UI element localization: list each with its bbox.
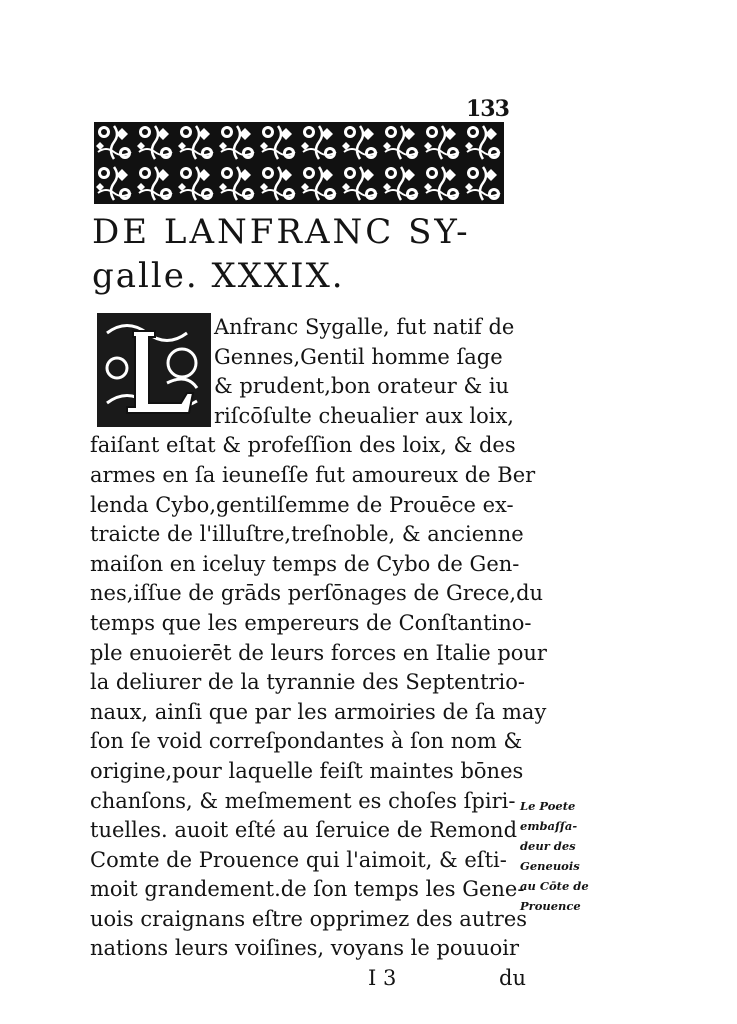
body-line: ple enuoierēt de leurs forces en Italie pour xyxy=(90,640,547,665)
signature-and-catchword xyxy=(90,964,526,994)
body-line: Gennes,Gentil homme ſage xyxy=(214,344,503,369)
margin-note-line: Prouence xyxy=(520,899,581,913)
margin-note xyxy=(520,796,600,916)
chapter-title xyxy=(92,210,522,298)
body-line: tuelles. auoit eſté au ſeruice de Remond xyxy=(90,818,518,843)
body-line: origine,pour laquelle feiſt maintes bōnes xyxy=(90,758,524,783)
signature-mark: I 3 xyxy=(368,966,397,991)
body-line: armes en ſa ieuneſſe fut amoureux de Ber xyxy=(90,462,536,487)
body-line: traicte de l'illuſtre,treſnoble, & ancienne xyxy=(90,522,524,547)
body-line: ſon ſe void correſpondantes à ſon nom & xyxy=(90,729,523,754)
margin-note-line: Le Poete xyxy=(520,799,576,813)
body-text xyxy=(90,313,547,994)
body-line: moit grandement.de ſon temps les Gene- xyxy=(90,877,525,902)
title-line-2: galle. XXXIX. xyxy=(92,256,345,296)
margin-note-line: embaſſa- xyxy=(520,819,578,833)
body-line: chanſons, & meſmement es choſes ſpiri- xyxy=(90,788,516,813)
body-line: riſcōſulte cheualier aux loix, xyxy=(214,403,514,428)
body-line: maiſon en iceluy temps de Cybo de Gen- xyxy=(90,551,520,576)
body-line: Anfranc Sygalle, fut natif de xyxy=(214,315,515,339)
body-line: naux, ainſi que par les armoiries de ſa may xyxy=(90,699,547,724)
body-line: faiſant eſtat & profeſſion des loix, & des xyxy=(90,433,516,458)
body-line: & prudent,bon orateur & iu xyxy=(214,374,510,399)
ornament-band xyxy=(94,122,504,204)
body-line: temps que les empereurs de Conſtantino- xyxy=(90,610,532,635)
page-number: 133 xyxy=(466,96,509,122)
body-line: uois craignans eſtre opprimez des autres xyxy=(90,906,528,931)
catchword: du xyxy=(499,966,526,991)
body-line: Comte de Prouence qui l'aimoit, & eſti- xyxy=(90,847,507,872)
margin-note-line: au Cōte de xyxy=(520,879,589,893)
margin-note-line: Geneuois xyxy=(520,859,580,873)
title-line-1: DE LANFRANC SY- xyxy=(92,212,471,252)
body-line: lenda Cybo,gentilſemme de Prouēce ex- xyxy=(90,492,514,517)
body-line: nations leurs voiſines, voyans le pouuoir xyxy=(90,936,519,961)
body-line: nes,iſſue de grāds perſōnages de Grece,du xyxy=(90,581,544,606)
margin-note-line: deur des xyxy=(520,839,576,853)
body-line: la deliurer de la tyrannie des Septentrio- xyxy=(90,670,526,695)
